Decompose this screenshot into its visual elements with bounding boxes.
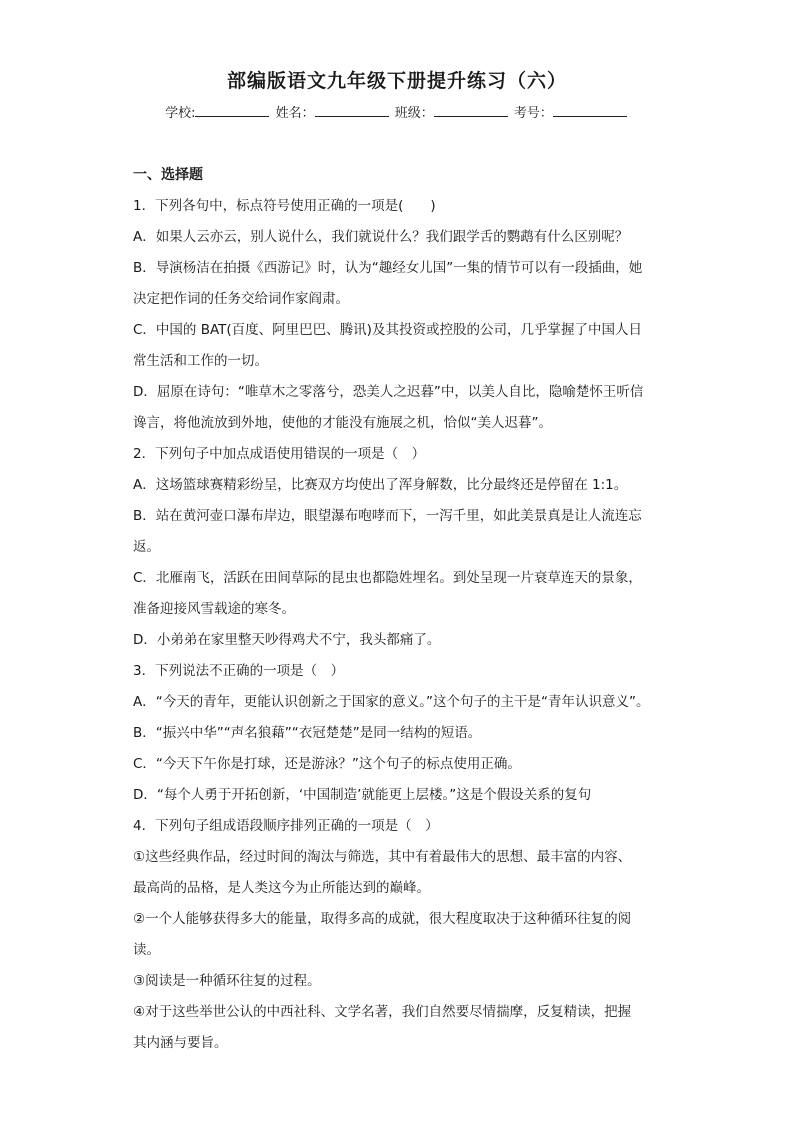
question-line: A．如果人云亦云，别人说什么，我们就说什么？我们跟学舌的鹦鹉有什么区别呢？ <box>133 229 629 245</box>
question-line: B．导演杨洁在拍摄《西游记》时，认为“趣经女儿国”一集的情节可以有一段插曲，她 <box>133 260 643 276</box>
question-line: 4．下列句子组成语段顺序排列正确的一项是（ ） <box>133 818 439 834</box>
name-blank[interactable] <box>315 102 389 117</box>
exam-number-label: 考号： <box>513 106 553 121</box>
question-line: 1．下列各句中，标点符号使用正确的一项是( ) <box>133 198 436 214</box>
question-line: 谗言，将他流放到外地，使他的才能没有施展之机，恰似“美人迟暮”。 <box>133 415 552 431</box>
question-line: D．“每个人勇于开拓创新，‘中国制造’就能更上层楼。”这是个假设关系的复句 <box>133 787 592 803</box>
question-line: 2．下列句子中加点成语使用错误的一项是（ ） <box>133 446 426 462</box>
question-line: D．屈原在诗句：“唯草木之零落兮，恐美人之迟暮”中，以美人自比，隐喻楚怀王听信 <box>133 384 644 400</box>
question-line: C．中国的 BAT(百度、阿里巴巴、腾讯)及其投资或控股的公司，几乎掌握了中国人日 <box>133 322 642 338</box>
question-line: 准备迎接风雪载途的寒冬。 <box>133 601 295 617</box>
question-line: A．这场篮球赛精彩纷呈，比赛双方均使出了浑身解数，比分最终还是停留在 1:1。 <box>133 477 628 493</box>
question-line: C．北雁南飞，活跃在田间草际的昆虫也都隐姓埋名。到处呈现一片衰草连天的景象， <box>133 570 642 586</box>
question-line: ①这些经典作品，经过时间的淘汰与筛选，其中有着最伟大的思想、最丰富的内容、 <box>133 849 632 865</box>
question-line: A．“今天的青年，更能认识创新之于国家的意义。”这个句子的主干是“青年认识意义”。 <box>133 694 650 710</box>
question-line: C．“今天下午你是打球，还是游泳？”这个句子的标点使用正确。 <box>133 756 521 772</box>
class-blank[interactable] <box>434 102 508 117</box>
question-content <box>133 160 665 1059</box>
question-line: 读。 <box>133 942 160 958</box>
question-line: ②一个人能够获得多大的能量，取得多高的成就，很大程度取决于这种循环往复的阅 <box>133 911 632 927</box>
question-line: 决定把作词的任务交给词作家阎肃。 <box>133 291 349 307</box>
school-blank[interactable] <box>195 102 269 117</box>
question-line: 常生活和工作的一切。 <box>133 353 268 369</box>
question-line: ③阅读是一种循环往复的过程。 <box>133 973 321 989</box>
question-line: D．小弟弟在家里整天吵得鸡犬不宁，我头都痛了。 <box>133 632 441 648</box>
student-info-row <box>0 102 794 123</box>
name-label: 姓名： <box>275 106 315 121</box>
question-line: ④对于这些举世公认的中西社科、文学名著，我们自然要尽情揣摩，反复精读，把握 <box>133 1004 632 1020</box>
question-line: 最高尚的品格，是人类这今为止所能达到的巅峰。 <box>133 880 430 896</box>
exam-number-blank[interactable] <box>553 102 627 117</box>
section-title: 一、选择题 <box>133 167 203 183</box>
class-label: 班级： <box>394 106 434 121</box>
page-title: 部编版语文九年级下册提升练习（六） <box>226 70 567 92</box>
question-line: 3．下列说法不正确的一项是（ ） <box>133 663 345 679</box>
question-line: 返。 <box>133 539 160 555</box>
question-line: 其内涵与要旨。 <box>133 1035 228 1051</box>
question-line: B．“振兴中华”“声名狼藉”“衣冠楚楚”是同一结构的短语。 <box>133 725 482 741</box>
school-label: 学校: <box>165 106 196 121</box>
question-line: B．站在黄河壶口瀑布岸边，眼望瀑布咆哮而下，一泻千里，如此美景真是让人流连忘 <box>133 508 642 524</box>
